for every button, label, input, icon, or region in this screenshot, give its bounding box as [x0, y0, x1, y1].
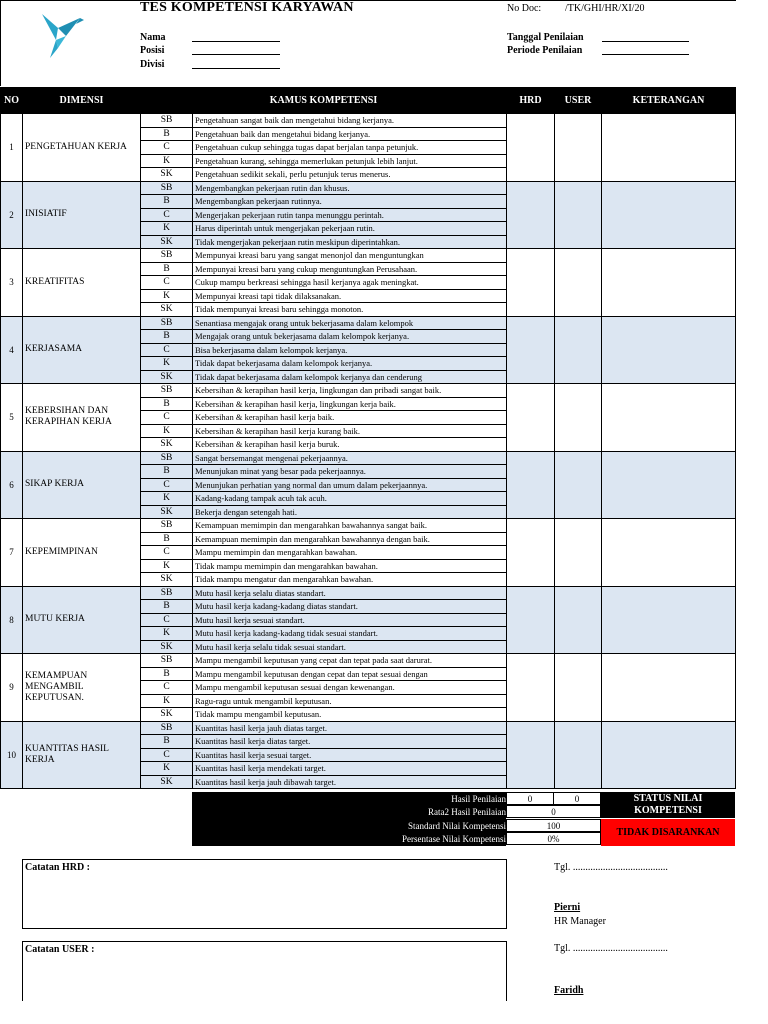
doc-number [507, 3, 645, 14]
level-code: C [141, 748, 193, 762]
dimension-name: KREATIFITAS [23, 249, 141, 317]
level-description: Kebersihan & kerapihan hasil kerja, lingkungan kerja baik. [193, 397, 507, 411]
level-code: C [141, 546, 193, 560]
user-score-cell[interactable] [555, 654, 602, 722]
standard-label: Standard Nilai Kompetensi [408, 821, 506, 831]
hrd-score-cell[interactable] [507, 721, 555, 789]
hrd-score-cell[interactable] [507, 316, 555, 384]
level-code: SB [141, 519, 193, 533]
fill-line[interactable] [192, 41, 280, 42]
level-description: Bekerja dengan setengah hati. [193, 505, 507, 519]
hrd-score-cell[interactable] [507, 451, 555, 519]
level-description: Kuantitas hasil kerja jauh diatas target. [193, 721, 507, 735]
rata2-value: 0 [506, 805, 601, 818]
hrd-notes-box[interactable] [22, 859, 507, 929]
user-score-cell[interactable] [555, 249, 602, 317]
table-header-row [1, 88, 736, 114]
bird-logo-icon [36, 10, 88, 62]
dimension-name: KEPEMIMPINAN [23, 519, 141, 587]
level-description: Mempunyai kreasi baru yang cukup menguntungkan Perusahaan. [193, 262, 507, 276]
level-description: Pengetahuan cukup sehingga tugas dapat berjalan tanpa petunjuk. [193, 141, 507, 155]
level-code: C [141, 613, 193, 627]
field-label: Divisi [140, 59, 165, 70]
level-code: K [141, 492, 193, 506]
level-code: SB [141, 384, 193, 398]
level-code: C [141, 276, 193, 290]
hrd-score-cell[interactable] [507, 249, 555, 317]
status-title: STATUS NILAI KOMPETENSI [601, 792, 735, 818]
level-description: Cukup mampu berkreasi sehingga hasil kerjanya agak meningkat. [193, 276, 507, 290]
table-row [1, 316, 736, 330]
level-code: K [141, 154, 193, 168]
table-row [1, 586, 736, 600]
level-description: Kuantitas hasil kerja jauh dibawah target. [193, 775, 507, 789]
level-code: K [141, 559, 193, 573]
level-description: Mempunyai kreasi tapi tidak dilaksanakan. [193, 289, 507, 303]
hasil-user-value: 0 [553, 792, 601, 805]
table-row [1, 654, 736, 668]
level-code: SK [141, 168, 193, 182]
level-description: Senantiasa mengajak orang untuk bekerjasama dalam kelompok [193, 316, 507, 330]
user-notes-box[interactable] [22, 941, 507, 1001]
keterangan-cell[interactable] [602, 316, 736, 384]
col-header-dimensi: DIMENSI [23, 88, 141, 114]
level-code: SB [141, 721, 193, 735]
left-border [0, 0, 1, 86]
user-score-cell[interactable] [555, 586, 602, 654]
level-description: Kuantitas hasil kerja mendekati target. [193, 762, 507, 776]
level-description: Mampu mengambil keputusan dengan cepat dan tepat sesuai dengan [193, 667, 507, 681]
user-score-cell[interactable] [555, 721, 602, 789]
level-code: SK [141, 775, 193, 789]
level-code: K [141, 222, 193, 236]
level-description: Mempunyai kreasi baru yang sangat menonjol dan menguntungkan [193, 249, 507, 263]
level-description: Mengajak orang untuk bekerjasama dalam kelompok kerjanya. [193, 330, 507, 344]
level-description: Mengembangkan pekerjaan rutin dan khusus. [193, 181, 507, 195]
row-number: 9 [1, 654, 23, 722]
level-description: Kuantitas hasil kerja sesuai target. [193, 748, 507, 762]
row-number: 10 [1, 721, 23, 789]
dimension-name: MUTU KERJA [23, 586, 141, 654]
fill-line[interactable] [192, 54, 280, 55]
col-header-hrd: HRD [507, 88, 555, 114]
level-description: Pengetahuan sedikit sekali, perlu petunjuk terus menerus. [193, 168, 507, 182]
level-code: B [141, 667, 193, 681]
level-description: Ragu-ragu untuk mengambil keputusan. [193, 694, 507, 708]
level-description: Mampu mengambil keputusan yang cepat dan tepat pada saat darurat. [193, 654, 507, 668]
level-description: Mampu mengambil keputusan sesuai dengan kewenangan. [193, 681, 507, 695]
level-code: C [141, 478, 193, 492]
level-description: Tidak mampu mengatur dan mengarahkan bawahan. [193, 573, 507, 587]
date-line-user: Tgl. ...................................... [554, 943, 668, 954]
level-description: Kebersihan & kerapihan hasil kerja buruk. [193, 438, 507, 452]
table-row [1, 249, 736, 263]
user-notes-label: Catatan USER : [25, 944, 95, 955]
col-header-keterangan: KETERANGAN [602, 88, 736, 114]
level-code: B [141, 262, 193, 276]
signer-1 [554, 902, 580, 913]
level-description: Kebersihan & kerapihan hasil kerja kurang baik. [193, 424, 507, 438]
dimension-name: KUANTITAS HASIL KERJA [23, 721, 141, 789]
level-code: SB [141, 249, 193, 263]
level-description: Kemampuan memimpin dan mengarahkan bawahannya dengan baik. [193, 532, 507, 546]
hasil-penilaian-label: Hasil Penilaian [451, 794, 506, 804]
level-code: SB [141, 586, 193, 600]
keterangan-cell[interactable] [602, 721, 736, 789]
level-code: SB [141, 114, 193, 128]
signer-2 [554, 985, 583, 996]
row-number: 4 [1, 316, 23, 384]
col-header-user: USER [555, 88, 602, 114]
row-number: 3 [1, 249, 23, 317]
level-description: Harus diperintah untuk mengerjakan pekerjaan rutin. [193, 222, 507, 236]
level-description: Tidak dapat bekerjasama dalam kelompok kerjanya. [193, 357, 507, 371]
dimension-name: SIKAP KERJA [23, 451, 141, 519]
level-description: Mengembangkan pekerjaan rutinnya. [193, 195, 507, 209]
col-header-no: NO [1, 88, 23, 114]
level-description: Sangat bersemangat mengenai pekerjaannya. [193, 451, 507, 465]
keterangan-cell[interactable] [602, 384, 736, 452]
table-row [1, 384, 736, 398]
doc-number-value: /TK/GHI/HR/XI/20 [565, 3, 645, 14]
hrd-score-cell[interactable] [507, 519, 555, 587]
field-tanggal-penilaian [507, 32, 584, 43]
level-code: K [141, 694, 193, 708]
level-code: K [141, 762, 193, 776]
level-description: Kemampuan memimpin dan mengarahkan bawahannya sangat baik. [193, 519, 507, 533]
level-code: C [141, 681, 193, 695]
field-divisi [140, 59, 164, 70]
row-number: 8 [1, 586, 23, 654]
level-code: SK [141, 708, 193, 722]
table-row [1, 451, 736, 465]
keterangan-cell[interactable] [602, 519, 736, 587]
level-description: Mutu hasil kerja selalu diatas standart. [193, 586, 507, 600]
dimension-name: INISIATIF [23, 181, 141, 249]
level-code: B [141, 465, 193, 479]
level-description: Menunjukan perhatian yang normal dan umum dalam pekerjaannya. [193, 478, 507, 492]
field-nama [140, 32, 166, 43]
top-border [0, 0, 736, 1]
level-description: Bisa bekerjasama dalam kelompok kerjanya. [193, 343, 507, 357]
hrd-score-cell[interactable] [507, 181, 555, 249]
row-number: 2 [1, 181, 23, 249]
dimension-name: KEBERSIHAN DAN KERAPIHAN KERJA [23, 384, 141, 452]
date-line-hrd: Tgl. ...................................... [554, 862, 668, 873]
level-description: Tidak mengerjakan pekerjaan rutin meskipun diperintahkan. [193, 235, 507, 249]
user-score-cell[interactable] [555, 384, 602, 452]
signer-1-name: Pierni [554, 902, 581, 913]
hrd-score-cell[interactable] [507, 384, 555, 452]
level-description: Mampu memimpin dan mengarahkan bawahan. [193, 546, 507, 560]
persentase-label: Persentase Nilai Kompetensi [402, 834, 506, 844]
level-description: Mutu hasil kerja sesuai standart. [193, 613, 507, 627]
table-row [1, 721, 736, 735]
signer-2-name: Faridh [554, 985, 584, 996]
hrd-notes-label: Catatan HRD : [25, 862, 90, 873]
level-code: B [141, 330, 193, 344]
level-code: B [141, 735, 193, 749]
level-description: Kuantitas hasil kerja diatas target. [193, 735, 507, 749]
level-description: Tidak dapat bekerjasama dalam kelompok kerjanya dan cenderung [193, 370, 507, 384]
level-code: K [141, 357, 193, 371]
level-description: Kebersihan & kerapihan hasil kerja baik. [193, 411, 507, 425]
standard-value: 100 [506, 819, 601, 832]
keterangan-cell[interactable] [602, 181, 736, 249]
level-code: SK [141, 505, 193, 519]
fill-line[interactable] [602, 54, 689, 55]
level-code: K [141, 289, 193, 303]
hrd-score-cell[interactable] [507, 114, 555, 182]
keterangan-cell[interactable] [602, 451, 736, 519]
row-number: 7 [1, 519, 23, 587]
keterangan-cell[interactable] [602, 586, 736, 654]
fill-line[interactable] [192, 68, 280, 69]
table-row [1, 181, 736, 195]
level-description: Tidak mempunyai kreasi baru sehingga monoton. [193, 303, 507, 317]
table-row [1, 114, 736, 128]
dimension-name: KERJASAMA [23, 316, 141, 384]
user-score-cell[interactable] [555, 114, 602, 182]
level-code: SK [141, 640, 193, 654]
level-code: SB [141, 316, 193, 330]
row-number: 1 [1, 114, 23, 182]
keterangan-cell[interactable] [602, 249, 736, 317]
signer-1-role: HR Manager [554, 916, 606, 927]
keterangan-cell[interactable] [602, 114, 736, 182]
level-code: B [141, 600, 193, 614]
document-title: TES KOMPETENSI KARYAWAN [140, 0, 354, 15]
col-header-kamus: KAMUS KOMPETENSI [141, 88, 507, 114]
level-description: Mutu hasil kerja selalu tidak sesuai standart. [193, 640, 507, 654]
level-code: SK [141, 573, 193, 587]
level-code: C [141, 141, 193, 155]
field-posisi [140, 45, 164, 56]
user-score-cell[interactable] [555, 519, 602, 587]
competency-table [0, 87, 736, 789]
level-description: Pengetahuan kurang, sehingga memerlukan petunjuk lebih lanjut. [193, 154, 507, 168]
doc-number-label: No Doc: [507, 3, 542, 14]
level-code: C [141, 343, 193, 357]
level-code: SK [141, 370, 193, 384]
level-code: B [141, 127, 193, 141]
field-label: Periode Penilaian [507, 45, 583, 56]
level-description: Mengerjakan pekerjaan rutin tanpa menunggu perintah. [193, 208, 507, 222]
level-code: SB [141, 181, 193, 195]
status-badge: TIDAK DISARANKAN [601, 819, 735, 846]
hrd-score-cell[interactable] [507, 586, 555, 654]
level-code: C [141, 411, 193, 425]
level-code: B [141, 195, 193, 209]
level-description: Menunjukan minat yang besar pada pekerjaannya. [193, 465, 507, 479]
level-code: SK [141, 303, 193, 317]
table-row [1, 519, 736, 533]
field-label: Tanggal Penilaian [507, 32, 584, 43]
field-label: Nama [140, 32, 166, 43]
level-code: K [141, 424, 193, 438]
user-score-cell[interactable] [555, 451, 602, 519]
field-label: Posisi [140, 45, 165, 56]
level-code: B [141, 397, 193, 411]
level-description: Kadang-kadang tampak acuh tak acuh. [193, 492, 507, 506]
table-body [1, 114, 736, 789]
hrd-score-cell[interactable] [507, 654, 555, 722]
level-code: SK [141, 438, 193, 452]
level-description: Mutu hasil kerja kadang-kadang diatas standart. [193, 600, 507, 614]
dimension-name: PENGETAHUAN KERJA [23, 114, 141, 182]
row-number: 6 [1, 451, 23, 519]
keterangan-cell[interactable] [602, 654, 736, 722]
level-code: K [141, 627, 193, 641]
level-description: Tidak mampu mengambil keputusan. [193, 708, 507, 722]
level-code: C [141, 208, 193, 222]
level-code: SB [141, 451, 193, 465]
rata2-label: Rata2 Hasil Penilaian [428, 807, 506, 817]
level-description: Pengetahuan sangat baik dan mengetahui bidang kerjanya. [193, 114, 507, 128]
level-description: Mutu hasil kerja kadang-kadang tidak sesuai standart. [193, 627, 507, 641]
hasil-hrd-value: 0 [506, 792, 554, 805]
fill-line[interactable] [602, 41, 689, 42]
user-score-cell[interactable] [555, 316, 602, 384]
level-description: Kebersihan & kerapihan hasil kerja, lingkungan dan pribadi sangat baik. [193, 384, 507, 398]
row-number: 5 [1, 384, 23, 452]
user-score-cell[interactable] [555, 181, 602, 249]
level-code: SB [141, 654, 193, 668]
level-code: SK [141, 235, 193, 249]
level-description: Pengetahuan baik dan mengetahui bidang kerjanya. [193, 127, 507, 141]
dimension-name: KEMAMPUAN MENGAMBIL KEPUTUSAN. [23, 654, 141, 722]
persentase-value: 0% [506, 832, 601, 845]
level-description: Tidak mampu memimpin dan mengarahkan bawahan. [193, 559, 507, 573]
level-code: B [141, 532, 193, 546]
field-periode-penilaian [507, 45, 582, 56]
